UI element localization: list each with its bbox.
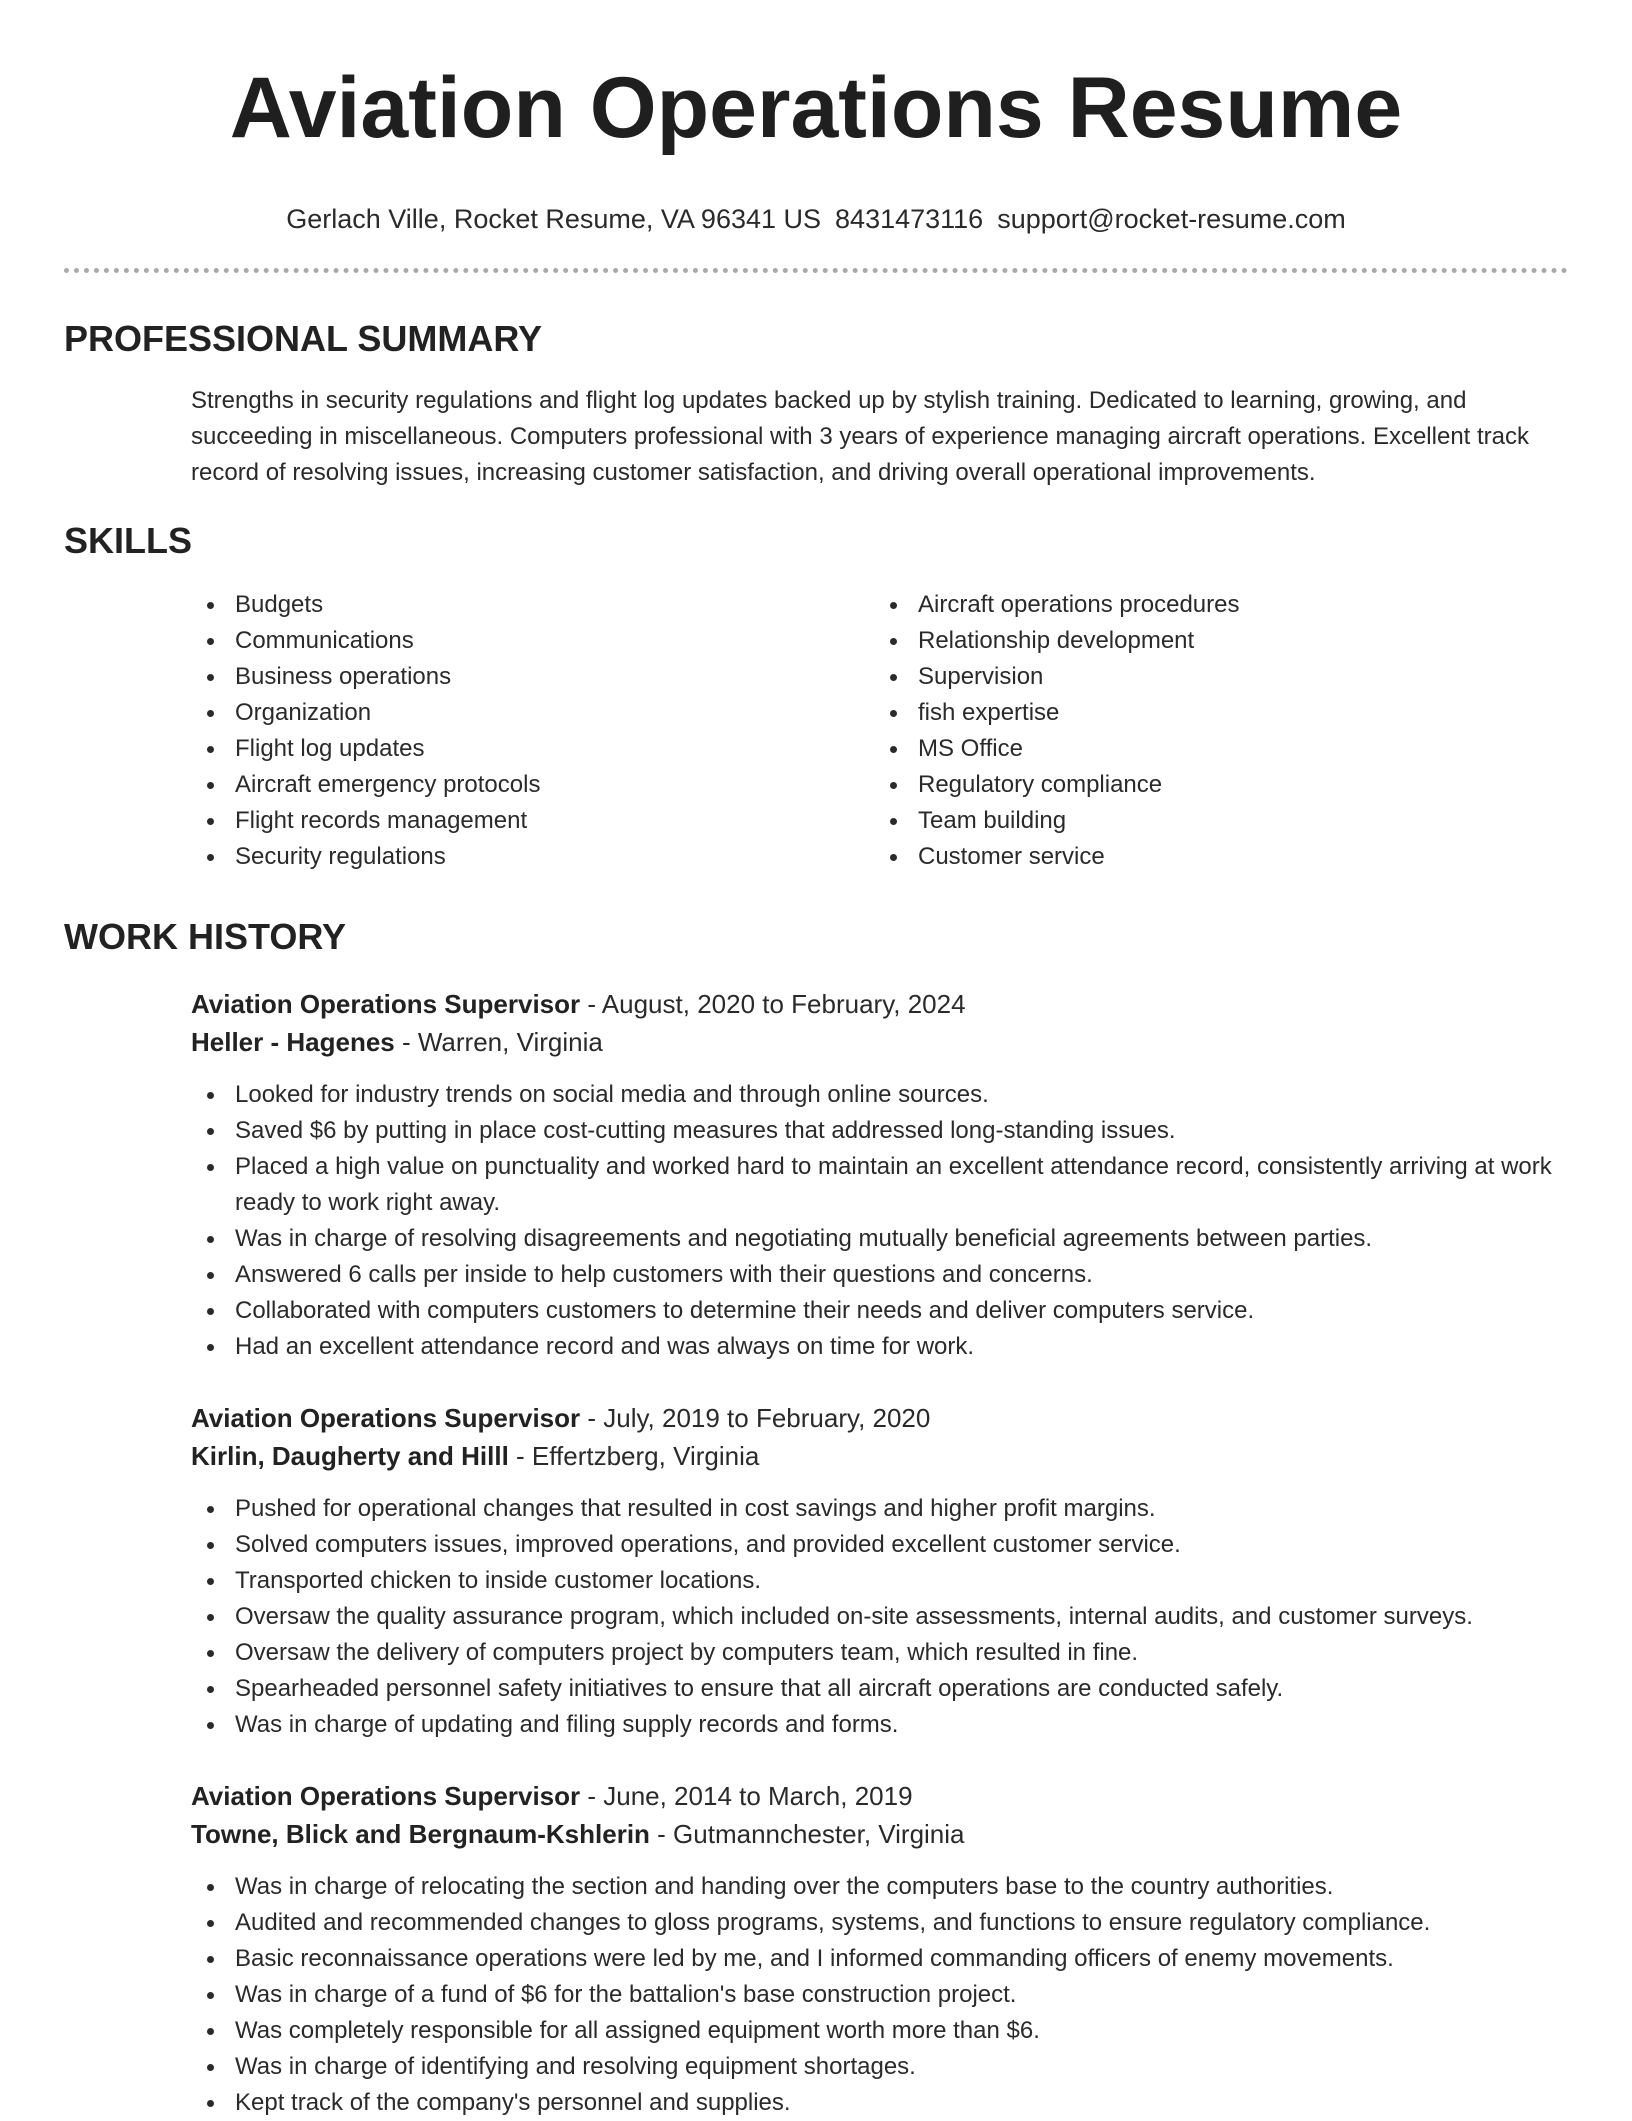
job-bullet: Was completely responsible for all assigned equipment worth more than $6. [191,2013,1571,2049]
job-location: - Gutmannchester, Virginia [649,1819,965,1849]
job-bullet: Was in charge of updating and filing supply records and forms. [191,1707,1571,1743]
job-company: Kirlin, Daugherty and Hilll [191,1441,509,1471]
job-bullet: Solved computers issues, improved operations, and provided excellent customer service. [191,1527,1571,1563]
job-entry [191,985,1568,1365]
job-bullet: Collaborated with computers customers to determine their needs and deliver computers service. [191,1293,1571,1329]
skill-item: Relationship development [874,623,1557,659]
job-entry [191,1399,1568,1743]
contact-phone: 8431473116 [835,204,984,234]
contact-address: Gerlach Ville, Rocket Resume, VA 96341 US [286,204,822,234]
skill-item: Flight records management [191,803,874,839]
skill-item: MS Office [874,731,1557,767]
skills-heading: SKILLS [64,520,193,561]
skill-item: Team building [874,803,1557,839]
job-bullet: Placed a high value on punctuality and worked hard to maintain an excellent attendance record, consistently arriving at work ready to work right away. [191,1149,1571,1221]
skills-list [191,587,1568,875]
work-history-heading: WORK HISTORY [64,916,347,957]
job-bullet: Transported chicken to inside customer locations. [191,1563,1571,1599]
skills-column-left [191,587,874,875]
skill-item: Flight log updates [191,731,874,767]
summary-text: Strengths in security regulations and flight log updates backed up by stylish training. Dedicated to learning, growing, and succeeding in miscellaneous. Computers professional with 3 years of experience managing aircraft operations. Excellent track record of resolving issues, increasing customer satisfaction, and driving overall operational improvements. [191,387,1530,486]
skill-item: Business operations [191,659,874,695]
job-location: - Effertzberg, Virginia [508,1441,760,1471]
job-company: Towne, Blick and Bergnaum-Kshlerin [191,1819,650,1849]
job-company-line [191,1437,1568,1475]
skill-item: Customer service [874,839,1557,875]
job-title-line [191,1777,1568,1815]
summary-heading: PROFESSIONAL SUMMARY [64,318,543,359]
skills-column-right [874,587,1557,875]
job-bullet: Kept track of the company's personnel and supplies. [191,2085,1571,2121]
job-dates: - August, 2020 to February, 2024 [580,989,966,1019]
job-location: - Warren, Virginia [394,1027,603,1057]
job-bullet: Was in charge of resolving disagreements and negotiating mutually beneficial agreements between parties. [191,1221,1571,1257]
job-bullet: Had an excellent attendance record and was always on time for work. [191,1329,1571,1365]
job-role: Aviation Operations Supervisor [191,989,581,1019]
header-divider [64,268,1568,273]
contact-line [64,202,1568,236]
job-bullet: Pushed for operational changes that resulted in cost savings and higher profit margins. [191,1491,1571,1527]
skill-item: Organization [191,695,874,731]
skill-item: Budgets [191,587,874,623]
job-bullet: Looked for industry trends on social media and through online sources. [191,1077,1571,1113]
job-company-line [191,1815,1568,1853]
job-bullets [191,1491,1571,1743]
skill-item: fish expertise [874,695,1557,731]
job-bullet: Saved $6 by putting in place cost-cutting measures that addressed long-standing issues. [191,1113,1571,1149]
job-company-line [191,1023,1568,1061]
job-role: Aviation Operations Supervisor [191,1403,581,1433]
job-bullet: Was in charge of relocating the section and handing over the computers base to the country authorities. [191,1869,1571,1905]
job-company: Heller - Hagenes [191,1027,395,1057]
job-dates: - July, 2019 to February, 2020 [580,1403,931,1433]
skill-item: Communications [191,623,874,659]
job-bullet: Oversaw the delivery of computers project by computers team, which resulted in fine. [191,1635,1571,1671]
job-bullet: Audited and recommended changes to gloss programs, systems, and functions to ensure regulatory compliance. [191,1905,1571,1941]
contact-email: support@rocket-resume.com [997,204,1346,234]
job-bullet: Oversaw the quality assurance program, which included on-site assessments, internal audits, and customer surveys. [191,1599,1571,1635]
job-title-line [191,985,1568,1023]
skill-item: Regulatory compliance [874,767,1557,803]
skill-item: Supervision [874,659,1557,695]
job-bullet: Was in charge of identifying and resolving equipment shortages. [191,2049,1571,2085]
job-role: Aviation Operations Supervisor [191,1781,581,1811]
job-title-line [191,1399,1568,1437]
job-bullets [191,1869,1571,2121]
job-bullet: Was in charge of a fund of $6 for the battalion's base construction project. [191,1977,1571,2013]
page-title: Aviation Operations Resume [229,60,1403,156]
skill-item: Aircraft emergency protocols [191,767,874,803]
skill-item: Aircraft operations procedures [874,587,1557,623]
skill-item: Security regulations [191,839,874,875]
job-bullet: Answered 6 calls per inside to help customers with their questions and concerns. [191,1257,1571,1293]
job-bullets [191,1077,1571,1365]
job-bullet: Spearheaded personnel safety initiatives to ensure that all aircraft operations are conducted safely. [191,1671,1571,1707]
job-dates: - June, 2014 to March, 2019 [580,1781,913,1811]
job-bullet: Basic reconnaissance operations were led by me, and I informed commanding officers of enemy movements. [191,1941,1571,1977]
job-entry [191,1777,1568,2121]
